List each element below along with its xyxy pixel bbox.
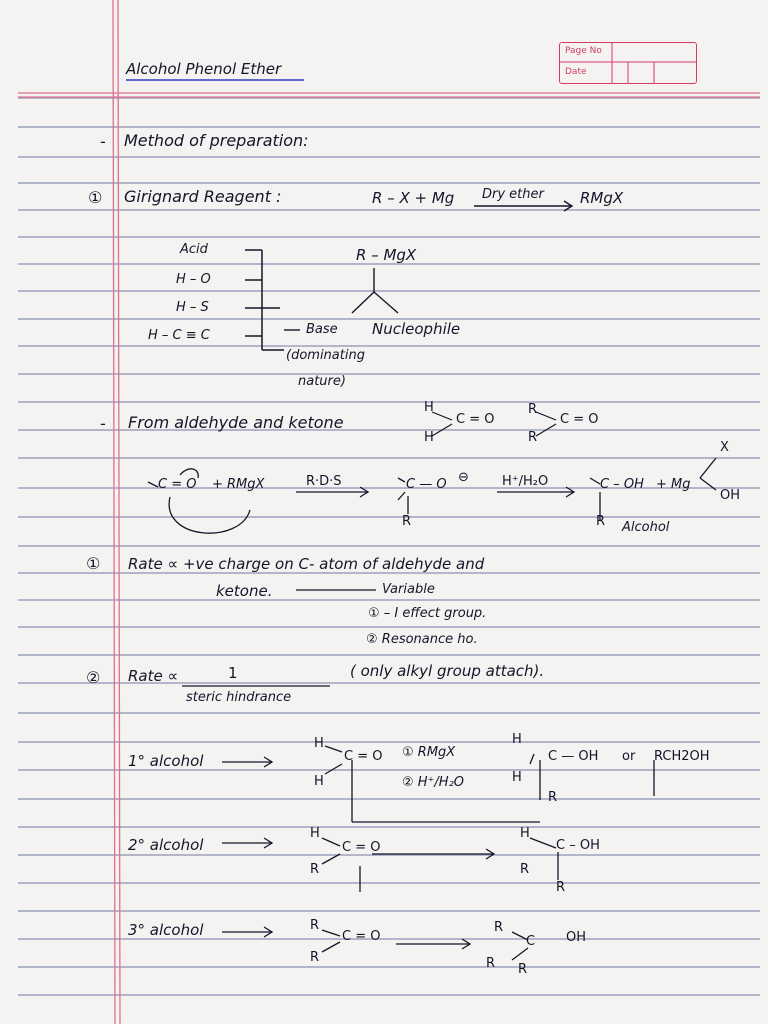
primary-h-top: H: [314, 736, 324, 751]
mech-r1: R: [402, 514, 412, 529]
dominating-line1: (dominating: [286, 348, 365, 363]
ho-label: H – O: [176, 272, 211, 287]
tertiary-alcohol-label: 3° alcohol: [128, 921, 204, 939]
mech-x: X: [720, 440, 729, 455]
ketone-r-bottom: R: [528, 430, 538, 445]
primary-product-h: H: [512, 732, 522, 747]
hcc-label: H – C ≡ C: [148, 328, 210, 343]
tertiary-product-r2: R: [486, 956, 496, 971]
grignard-equation-left: R – X + Mg: [372, 189, 455, 207]
secondary-r: R: [310, 862, 320, 877]
tertiary-oh: OH: [566, 930, 587, 945]
tertiary-r-bottom: R: [310, 950, 320, 965]
ruled-lines: [18, 98, 760, 995]
aldehyde-h-top: H: [424, 400, 434, 415]
rate1-number: ①: [86, 554, 101, 573]
grignard-product: RMgX: [580, 189, 624, 207]
secondary-product: C – OH: [556, 838, 600, 853]
secondary-h: H: [310, 826, 320, 841]
header-rule: [18, 93, 760, 97]
rate1-variable: Variable: [382, 582, 435, 597]
page-no-label: Page No: [565, 46, 602, 56]
primary-reagent2: ② H⁺/H₂O: [402, 775, 465, 790]
aldehyde-carbonyl: C = O: [456, 412, 495, 427]
ketone-carbonyl: C = O: [560, 412, 599, 427]
date-label: Date: [565, 67, 587, 77]
primary-reagent1: ① RMgX: [402, 745, 456, 760]
mech-carbonyl: C = O: [158, 477, 197, 492]
mech-r2: R: [596, 514, 606, 529]
secondary-product-h: H: [520, 826, 530, 841]
primary-formula: RCH2OH: [654, 749, 710, 764]
primary-product-r: R: [548, 790, 558, 805]
base-label: Base: [306, 322, 338, 337]
bracket: [245, 250, 284, 350]
primary-product: C — OH: [548, 749, 599, 764]
secondary-product-r: R: [520, 862, 530, 877]
hs-label: H – S: [176, 300, 209, 315]
rate2-numerator: 1: [228, 664, 238, 682]
grignard-condition: Dry ether: [482, 187, 544, 202]
section1-bullet: -: [100, 132, 106, 151]
mech-rds: R·D·S: [306, 474, 342, 489]
section1-heading: Method of preparation:: [124, 131, 309, 150]
mech-reagent: + RMgX: [212, 477, 265, 492]
r-mgx-label: R – MgX: [356, 246, 417, 264]
mech-oh: OH: [720, 488, 741, 503]
tertiary-product-r3: R: [518, 962, 528, 977]
mech-product: C – OH: [600, 477, 644, 492]
secondary-alcohol-label: 2° alcohol: [128, 836, 204, 854]
tertiary-r-top: R: [310, 918, 320, 933]
dominating-line2: nature): [298, 374, 346, 389]
mech-acid: H⁺/H₂O: [502, 474, 549, 489]
ketone-r-top: R: [528, 402, 538, 417]
rate2-denominator: steric hindrance: [186, 690, 292, 705]
rate2-note: ( only alkyl group attach).: [350, 662, 545, 680]
rate2-number: ②: [86, 668, 101, 687]
box-grid: [560, 43, 696, 83]
page-title: Alcohol Phenol Ether: [126, 60, 282, 78]
acid-label: Acid: [180, 242, 208, 257]
mech-plus-mg: + Mg: [656, 477, 691, 492]
rate1-point1: ① – I effect group.: [368, 606, 487, 621]
mech-alcohol: Alcohol: [622, 520, 670, 535]
primary-alcohol-label: 1° alcohol: [128, 752, 204, 770]
rate1-text-line2: ketone.: [216, 582, 273, 600]
tertiary-product-c: C: [526, 934, 536, 949]
aldehyde-h-bottom: H: [424, 430, 434, 445]
rate1-point2: ② Resonance ho.: [366, 632, 478, 647]
mech-negative: ⊖: [458, 470, 469, 485]
primary-product-h2: H: [512, 770, 522, 785]
primary-carbonyl: C = O: [344, 749, 383, 764]
primary-h-bottom: H: [314, 774, 324, 789]
tertiary-product-r1: R: [494, 920, 504, 935]
margin-lines: [113, 0, 120, 1024]
primary-or: or: [622, 749, 636, 764]
mech-intermediate: C — O: [406, 477, 447, 492]
grignard-number: ①: [88, 188, 103, 207]
nucleophile-label: Nucleophile: [372, 320, 461, 338]
secondary-carbonyl: C = O: [342, 840, 381, 855]
section2-bullet: -: [100, 414, 106, 433]
secondary-product-r2: R: [556, 880, 566, 895]
rate2-text: Rate ∝: [128, 667, 179, 685]
rate1-text-line1: Rate ∝ +ve charge on C- atom of aldehyde and: [128, 555, 485, 573]
section2-heading: From aldehyde and ketone: [128, 413, 344, 432]
page-date-box: [559, 42, 697, 84]
tertiary-carbonyl: C = O: [342, 929, 381, 944]
grignard-heading: Girignard Reagent :: [124, 187, 282, 206]
